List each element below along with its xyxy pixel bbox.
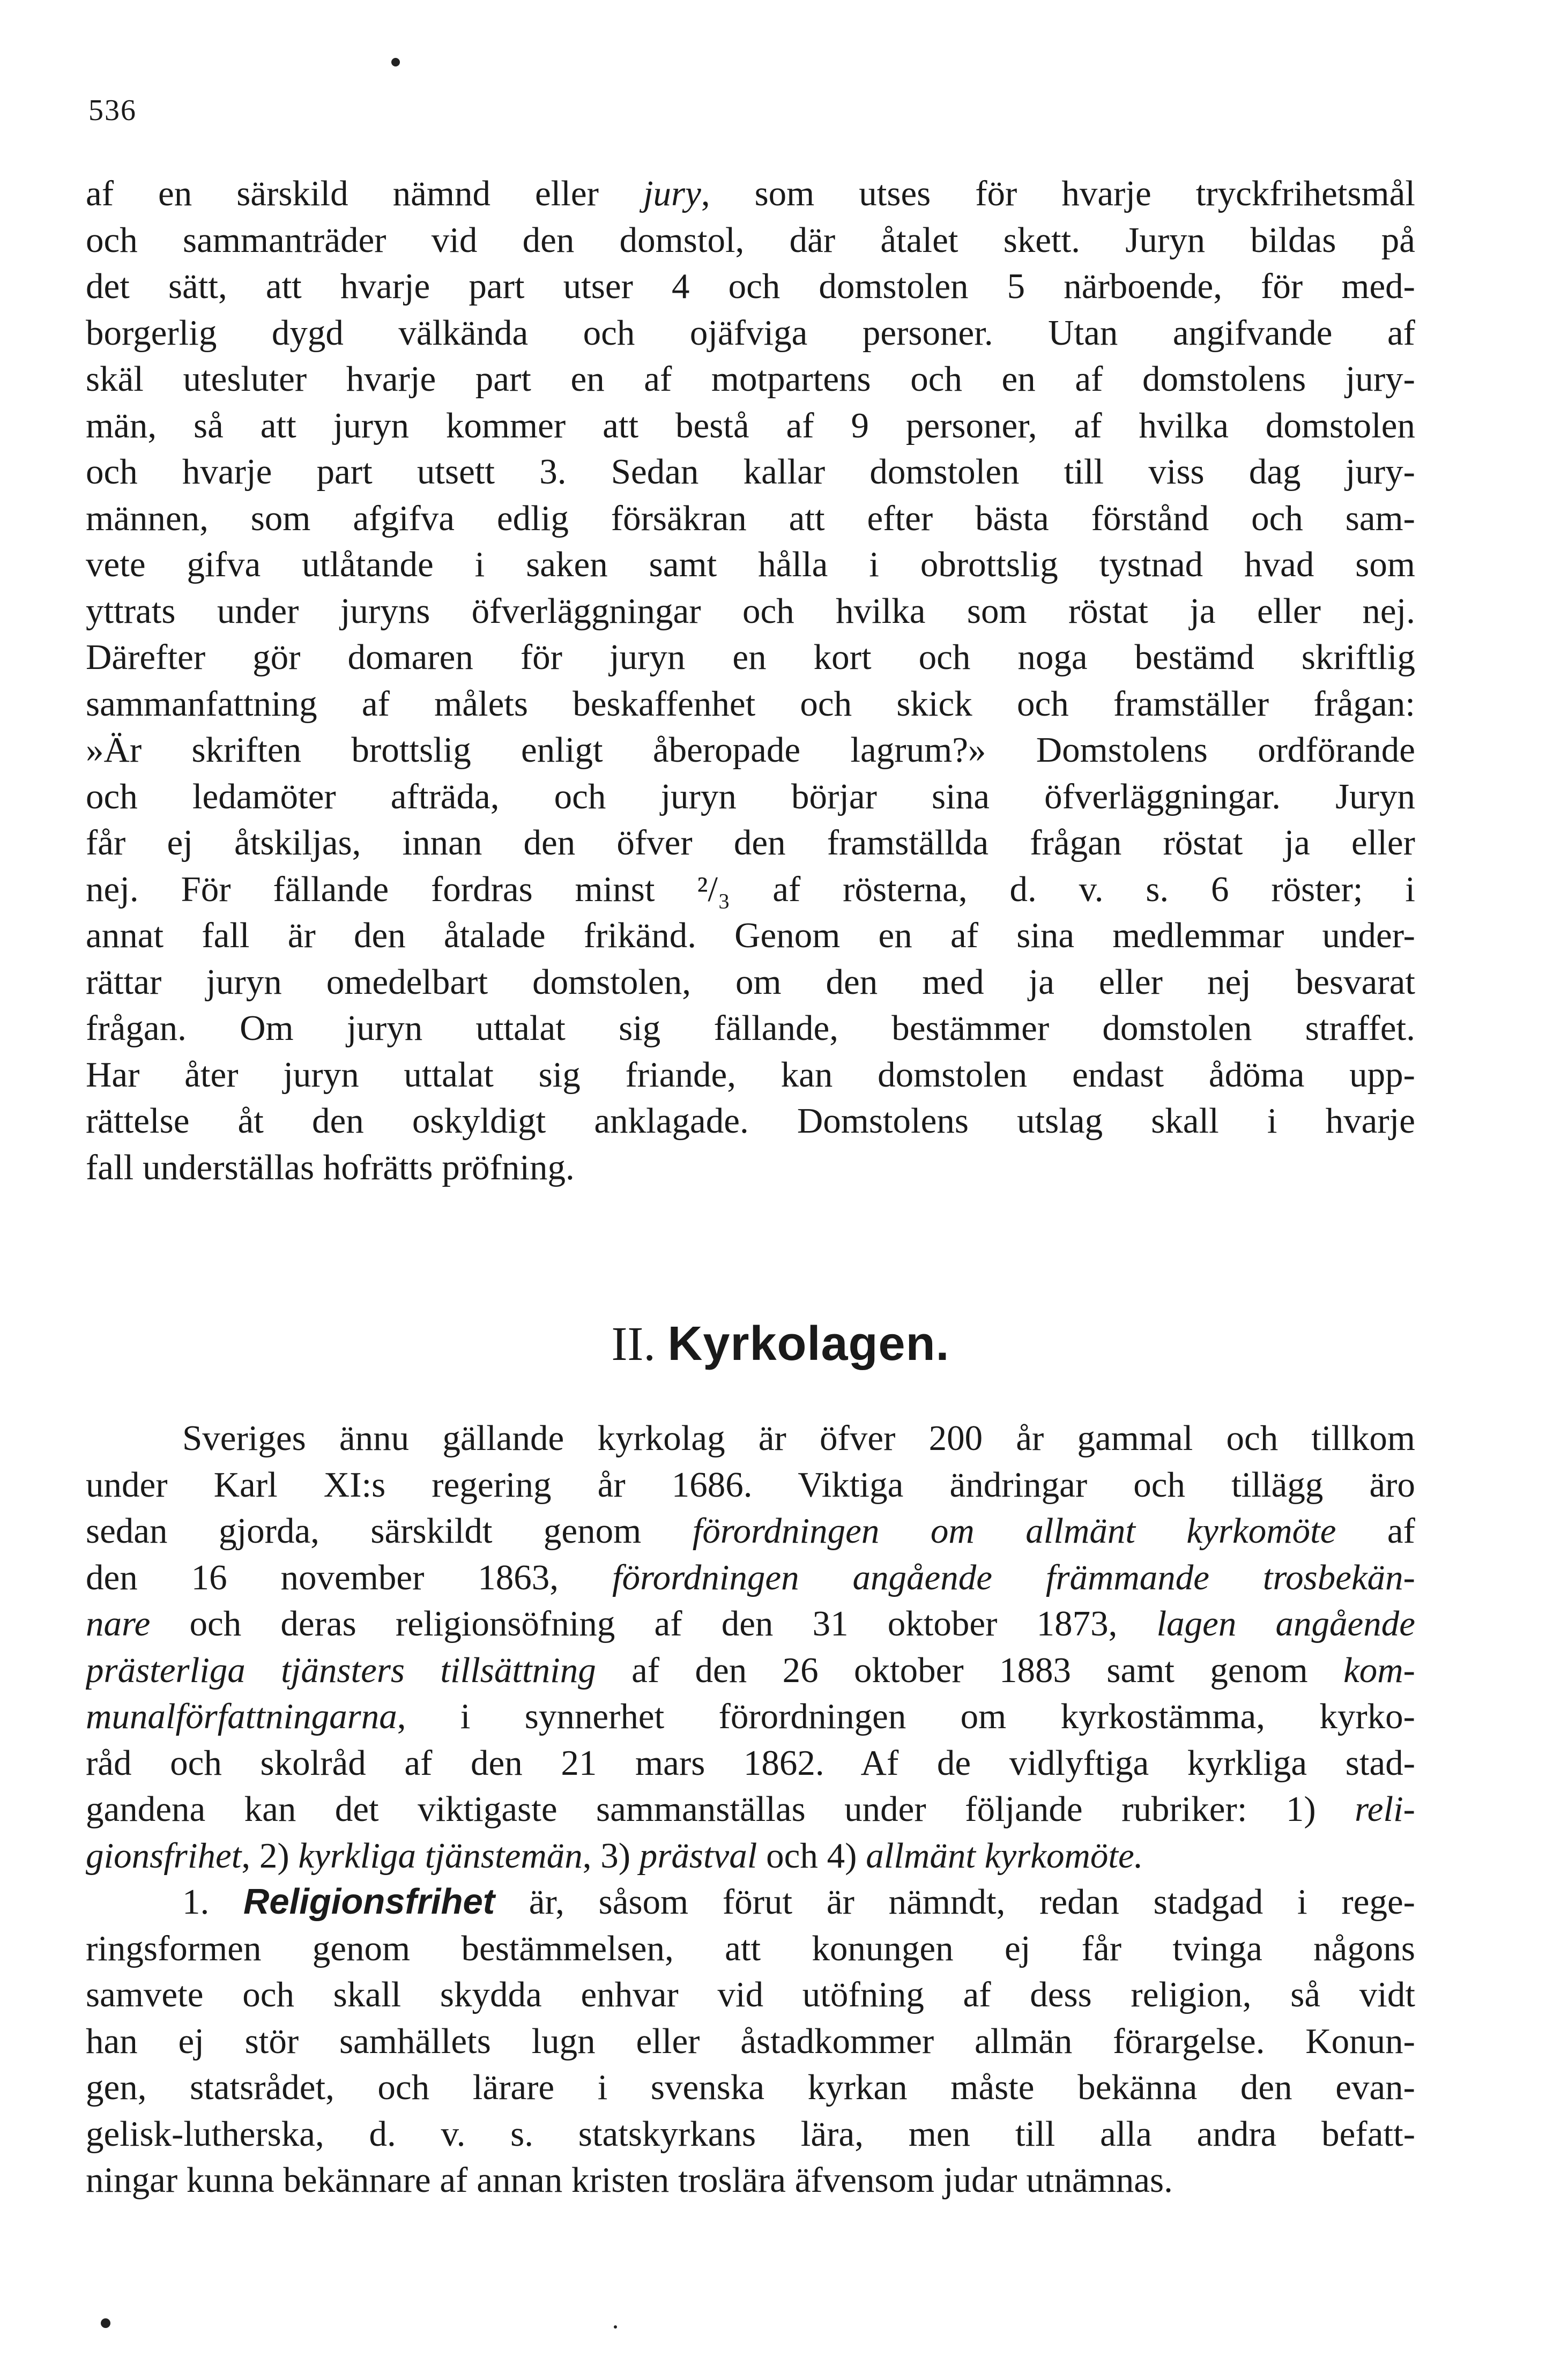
- text-run: råd och skolråd af den 21 mars 1862. Af de vidlyftiga kyrkliga stad-: [86, 1743, 1415, 1783]
- text-line: [86, 403, 1415, 449]
- text-line: [86, 170, 1415, 217]
- section-number: II.: [611, 1318, 656, 1371]
- text-run: är, såsom förut är nämndt, redan stadgad i rege-: [495, 1882, 1415, 1922]
- text-run: af den 26 oktober 1883 samt genom: [596, 1650, 1344, 1690]
- text-line: [86, 263, 1415, 310]
- text-line: [86, 1972, 1415, 2018]
- text-run: får ej åtskiljas, innan den öfver den framställda frågan röstat ja eller: [86, 823, 1415, 862]
- print-speck-mark: [101, 2318, 110, 2328]
- italic-run: kyrkliga tjänstemän: [298, 1835, 583, 1876]
- italic-run: reli-: [1355, 1789, 1415, 1829]
- text-run: skäl utesluter hvarje part en af motpartens och en af domstolens jury-: [86, 359, 1415, 399]
- text-line: [86, 1508, 1415, 1555]
- text-run: män, så att juryn kommer att bestå af 9 personer, af hvilka domstolen: [86, 405, 1415, 445]
- text-run: , 3): [582, 1835, 640, 1876]
- section-title: Kyrkolagen.: [667, 1317, 950, 1371]
- text-line: [86, 1098, 1415, 1144]
- text-line: [86, 217, 1415, 264]
- text-run: Därefter gör domaren för juryn en kort och noga bestämd skriftlig: [86, 637, 1415, 677]
- text-run: det sätt, att hvarje part utser 4 och domstolen 5 närboende, för med-: [86, 266, 1415, 306]
- text-run: han ej stör samhällets lugn eller åstadkommer allmän förargelse. Konun-: [86, 2021, 1415, 2061]
- text-run: sammanfattning af målets beskaffenhet och skick och framställer frågan:: [86, 683, 1415, 724]
- text-run: vete gifva utlåtande i saken samt hålla i obrottslig tystnad hvad som: [86, 545, 1415, 584]
- text-line: [86, 449, 1415, 495]
- text-line: [86, 356, 1415, 403]
- text-run: frågan. Om juryn uttalat sig fällande, bestämmer domstolen straffet.: [86, 1008, 1415, 1048]
- text-line: [86, 1052, 1415, 1098]
- text-line: [86, 912, 1415, 959]
- text-line: [86, 774, 1415, 820]
- italic-run: förordningen angående främmande trosbekän-: [612, 1557, 1415, 1597]
- text-line: [86, 1005, 1415, 1052]
- text-line: [86, 1925, 1415, 1972]
- text-line: [86, 310, 1415, 356]
- italic-run: jury: [643, 174, 701, 213]
- text-line: [86, 727, 1415, 774]
- text-line: [86, 1879, 1415, 1925]
- italic-run: förordningen om allmänt kyrkomöte: [692, 1511, 1336, 1551]
- text-run: , som utses för hvarje tryckfrihetsmål: [701, 174, 1415, 213]
- text-run: rättar juryn omedelbart domstolen, om den med ja eller nej besvarat: [86, 962, 1415, 1002]
- text-line: [86, 1144, 1415, 1191]
- text-run: samvete och skall skydda enhvar vid utöfning af dess religion, så vidt: [86, 1975, 1415, 2014]
- text-line: [86, 2064, 1415, 2111]
- italic-run: munalförfattningarna: [86, 1697, 397, 1736]
- text-run: , 2): [241, 1835, 299, 1876]
- text-run: ningar kunna bekännare af annan kristen troslära äfvensom judar utnämnas.: [86, 2160, 1173, 2200]
- text-line: [86, 1647, 1415, 1694]
- text-run: borgerlig dygd välkända och ojäfviga personer. Utan angifvande af: [86, 313, 1415, 353]
- text-run: den 16 november 1863,: [86, 1557, 612, 1597]
- text-line: [86, 1693, 1415, 1740]
- text-line: [86, 1740, 1415, 1787]
- text-line: [86, 1555, 1415, 1601]
- italic-run: prästval: [639, 1835, 757, 1876]
- text-run: gandena kan det viktigaste sammanställas under följande rubriker: 1): [86, 1789, 1355, 1829]
- text-run: männen, som afgifva edlig försäkran att efter bästa förstånd och sam-: [86, 498, 1415, 538]
- bold-italic-run: Religionsfrihet: [243, 1881, 495, 1922]
- print-speck-mark: [391, 58, 400, 66]
- section-heading: [0, 1317, 1561, 1371]
- text-run: »Är skriften brottslig enligt åberopade lagrum?» Domstolens ordförande: [86, 730, 1415, 770]
- text-line: [86, 1462, 1415, 1508]
- text-line: [86, 2157, 1415, 2204]
- text-run: rättelse åt den oskyldigt anklagade. Domstolens utslag skall i hvarje: [86, 1101, 1415, 1141]
- text-run: och hvarje part utsett 3. Sedan kallar domstolen till viss dag jury-: [86, 452, 1415, 492]
- italic-run: allmänt kyrkomöte.: [866, 1835, 1143, 1876]
- text-line: [86, 866, 1415, 913]
- text-line: [86, 820, 1415, 866]
- text-run: Sveriges ännu gällande kyrkolag är öfver 200 år gammal och tillkom: [182, 1418, 1415, 1458]
- text-run: sedan gjorda, särskildt genom: [86, 1511, 693, 1551]
- text-run: 1.: [182, 1882, 243, 1922]
- text-line: [86, 1415, 1415, 1462]
- page-number: 536: [88, 94, 137, 127]
- text-run: gen, statsrådet, och lärare i svenska kyrkan måste bekänna den evan-: [86, 2067, 1415, 2107]
- text-run: nej. För fällande fordras minst ²/₃ af rösterna, d. v. s. 6 röster; i: [86, 869, 1415, 909]
- text-line: [86, 1833, 1415, 1879]
- text-run: och sammanträder vid den domstol, där åtalet skett. Juryn bildas på: [86, 220, 1415, 260]
- paragraph-jury: [86, 170, 1415, 1191]
- italic-run: kom-: [1343, 1650, 1415, 1690]
- print-speck-mark: [614, 2325, 617, 2329]
- text-line: [86, 681, 1415, 727]
- text-run: och 4): [757, 1835, 866, 1876]
- text-run: af: [1336, 1511, 1415, 1551]
- text-line: [86, 541, 1415, 588]
- text-run: och ledamöter afträda, och juryn börjar sina öfverläggningar. Juryn: [86, 776, 1415, 816]
- text-run: af en särskild nämnd eller: [86, 174, 643, 213]
- text-line: [86, 1601, 1415, 1647]
- italic-run: nare: [86, 1604, 151, 1643]
- text-line: [86, 495, 1415, 542]
- text-run: ringsformen genom bestämmelsen, att konungen ej får tvinga någons: [86, 1928, 1415, 1968]
- text-line: [86, 2111, 1415, 2158]
- italic-run: gionsfrihet: [86, 1835, 242, 1876]
- text-run: gelisk-lutherska, d. v. s. statskyrkans lära, men till alla andra befatt-: [86, 2114, 1415, 2154]
- italic-run: prästerliga tjänsters tillsättning: [86, 1650, 596, 1690]
- text-line: [86, 634, 1415, 681]
- text-run: yttrats under juryns öfverläggningar och hvilka som röstat ja eller nej.: [86, 591, 1415, 631]
- paragraph-kyrkolag: [86, 1415, 1415, 2204]
- text-run: under Karl XI:s regering år 1686. Viktiga ändringar och tillägg äro: [86, 1464, 1415, 1505]
- text-line: [86, 1786, 1415, 1833]
- text-run: , i synnerhet förordningen om kyrkostämma, kyrko-: [397, 1697, 1415, 1736]
- text-run: fall underställas hofrätts pröfning.: [86, 1147, 575, 1187]
- text-line: [86, 959, 1415, 1006]
- italic-run: lagen angående: [1156, 1604, 1415, 1643]
- text-run: annat fall är den åtalade frikänd. Genom en af sina medlemmar under-: [86, 916, 1415, 955]
- text-run: Har åter juryn uttalat sig friande, kan domstolen endast ådöma upp-: [86, 1054, 1415, 1095]
- text-line: [86, 588, 1415, 635]
- text-run: och deras religionsöfning af den 31 oktober 1873,: [150, 1604, 1157, 1643]
- text-line: [86, 2018, 1415, 2065]
